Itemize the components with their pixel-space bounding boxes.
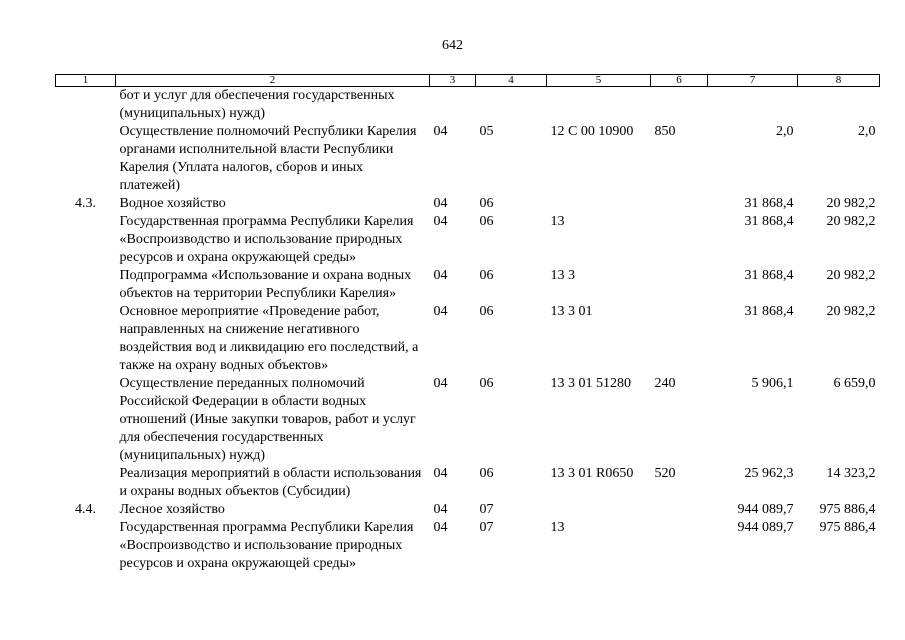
column-header-4: 4 — [476, 75, 547, 87]
table-body — [56, 87, 880, 574]
item-name: Основное мероприятие «Проведение работ, направленных на снижение негативного воздействия вод и ликвидацию его последствий, а также на охрану водных объектов» — [119, 304, 419, 373]
expense-type-code: 240 — [654, 376, 676, 391]
table-row — [56, 195, 880, 213]
item-name: Лесное хозяйство — [119, 502, 225, 517]
table-row — [56, 519, 880, 573]
amount-col8: 14 323,2 — [826, 466, 876, 481]
table-row — [56, 87, 880, 124]
amount-col7: 31 868,4 — [744, 196, 794, 211]
expense-type-code: 520 — [654, 466, 676, 481]
budget-table — [55, 74, 880, 573]
amount-col7: 5 906,1 — [751, 376, 794, 391]
amount-col8: 20 982,2 — [826, 304, 876, 319]
page-number: 642 — [442, 38, 463, 53]
section-code: 04 — [433, 502, 448, 517]
amount-col7: 31 868,4 — [744, 268, 794, 283]
subsection-code: 06 — [479, 196, 494, 211]
table-row — [56, 375, 880, 465]
section-code: 04 — [433, 214, 448, 229]
table-row — [56, 465, 880, 501]
subsection-code: 06 — [479, 214, 494, 229]
row-number — [56, 213, 116, 267]
expense-type-code — [651, 87, 708, 124]
table-row — [56, 303, 880, 375]
target-article-code: 12 С 00 10900 — [550, 124, 634, 139]
section-code: 04 — [433, 466, 448, 481]
column-header-5: 5 — [547, 75, 651, 87]
amount-col8: 20 982,2 — [826, 214, 876, 229]
section-code — [430, 87, 476, 124]
section-code: 04 — [433, 124, 448, 139]
subsection-code: 05 — [479, 124, 494, 139]
item-name: Подпрограмма «Использование и охрана водных объектов на территории Республики Карелия» — [119, 268, 412, 301]
amount-col7: 31 868,4 — [744, 304, 794, 319]
target-article-code: 13 — [550, 214, 565, 229]
amount-col8: 2,0 — [858, 124, 876, 139]
target-article-code: 13 3 — [550, 268, 575, 283]
target-article-code: 13 — [550, 520, 565, 535]
target-article-code: 13 3 01 — [550, 304, 593, 319]
item-name: бот и услуг для обеспечения государственных (муниципальных) нужд) — [119, 88, 395, 121]
row-number — [56, 375, 116, 465]
column-header-2: 2 — [116, 75, 430, 87]
target-article-code — [547, 501, 651, 519]
item-name: Осуществление переданных полномочий Российской Федерации в области водных отношений (Иные закупки товаров, работ и услуг для обеспечения государственных (муниципальных) нужд) — [119, 376, 416, 463]
target-article-code — [547, 195, 651, 213]
column-header-1: 1 — [56, 75, 116, 87]
row-number: 4.4. — [75, 502, 96, 517]
section-code: 04 — [433, 268, 448, 283]
expense-type-code — [651, 195, 708, 213]
expense-type-code — [651, 519, 708, 573]
header-row — [56, 75, 880, 87]
column-header-7: 7 — [708, 75, 798, 87]
row-number — [56, 123, 116, 195]
subsection-code: 07 — [479, 502, 494, 517]
subsection-code: 06 — [479, 376, 494, 391]
subsection-code — [476, 87, 547, 124]
amount-col8: 6 659,0 — [833, 376, 876, 391]
target-article-code — [547, 87, 651, 124]
table-row — [56, 501, 880, 519]
section-code: 04 — [433, 376, 448, 391]
amount-col8: 20 982,2 — [826, 268, 876, 283]
section-code: 04 — [433, 196, 448, 211]
amount-col8: 20 982,2 — [826, 196, 876, 211]
column-header-8: 8 — [798, 75, 880, 87]
target-article-code: 13 3 01 R0650 — [550, 466, 634, 481]
expense-type-code — [651, 303, 708, 375]
expense-type-code — [651, 213, 708, 267]
expense-type-code — [651, 267, 708, 303]
amount-col8: 975 886,4 — [819, 520, 876, 535]
subsection-code: 06 — [479, 268, 494, 283]
item-name: Осуществление полномочий Республики Карелия органами исполнительной власти Республики Карелия (Уплата налогов, сборов и иных платежей) — [119, 124, 417, 193]
amount-col7: 944 089,7 — [737, 502, 794, 517]
item-name: Водное хозяйство — [119, 196, 226, 211]
amount-col8: 975 886,4 — [819, 502, 876, 517]
amount-col7: 944 089,7 — [737, 520, 794, 535]
section-code: 04 — [433, 520, 448, 535]
row-number: 4.3. — [75, 196, 96, 211]
table-row — [56, 123, 880, 195]
table-row — [56, 213, 880, 267]
item-name: Реализация мероприятий в области использования и охраны водных объектов (Субсидии) — [119, 466, 422, 499]
row-number — [56, 519, 116, 573]
item-name: Государственная программа Республики Карелия «Воспроизводство и использование природных ресурсов и охрана окружающей среды» — [119, 520, 414, 571]
subsection-code: 06 — [479, 466, 494, 481]
amount-col7 — [708, 87, 798, 124]
row-number — [56, 465, 116, 501]
row-number — [56, 87, 116, 124]
row-number — [56, 267, 116, 303]
expense-type-code: 850 — [654, 124, 676, 139]
table-header — [56, 75, 880, 87]
amount-col7: 2,0 — [776, 124, 794, 139]
amount-col7: 25 962,3 — [744, 466, 794, 481]
column-header-6: 6 — [651, 75, 708, 87]
expense-type-code — [651, 501, 708, 519]
item-name: Государственная программа Республики Карелия «Воспроизводство и использование природных ресурсов и охрана окружающей среды» — [119, 214, 414, 265]
table-row — [56, 267, 880, 303]
subsection-code: 07 — [479, 520, 494, 535]
column-header-3: 3 — [430, 75, 476, 87]
target-article-code: 13 3 01 51280 — [550, 376, 631, 391]
amount-col8 — [798, 87, 880, 124]
amount-col7: 31 868,4 — [744, 214, 794, 229]
section-code: 04 — [433, 304, 448, 319]
subsection-code: 06 — [479, 304, 494, 319]
row-number — [56, 303, 116, 375]
